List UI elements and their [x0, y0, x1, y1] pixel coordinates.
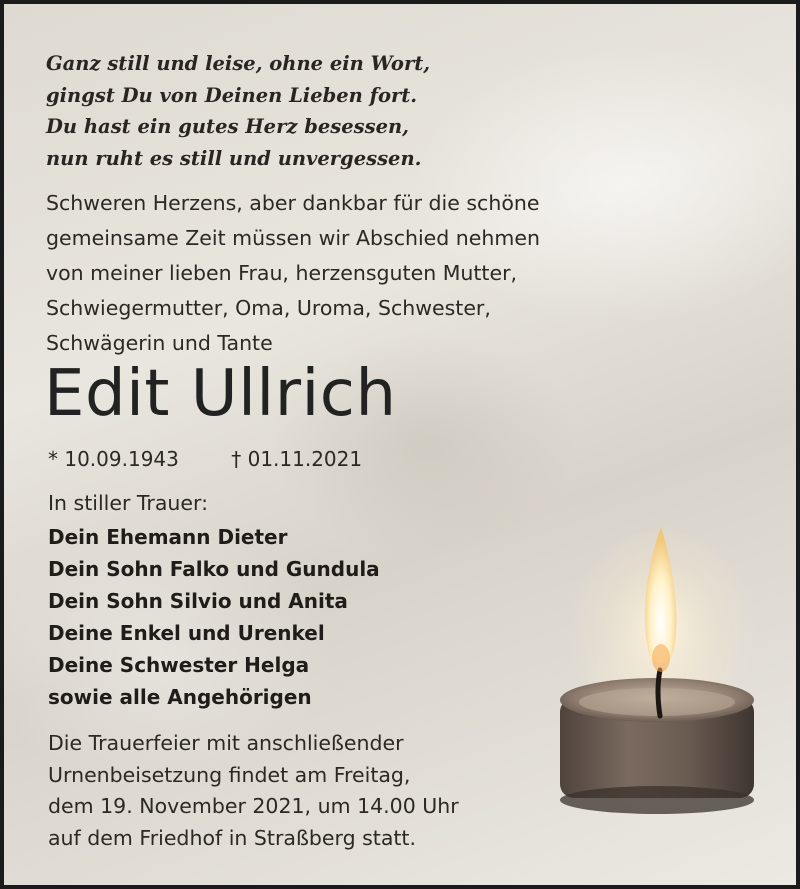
- poem-line: Ganz still und leise, ohne ein Wort,: [46, 52, 431, 75]
- deceased-name: Edit Ullrich: [44, 357, 397, 431]
- funeral-line: auf dem Friedhof in Straßberg statt.: [48, 825, 416, 850]
- mourning-label: In stiller Trauer:: [48, 491, 208, 515]
- intro-line: Schwägerin und Tante: [46, 331, 273, 355]
- funeral-line: dem 19. November 2021, um 14.00 Uhr: [48, 794, 459, 818]
- mourner-item: Dein Ehemann Dieter: [48, 525, 288, 549]
- mourners-list: [48, 521, 380, 713]
- intro-line: Schwiegermutter, Oma, Uroma, Schwester,: [46, 296, 491, 320]
- birth-date: * 10.09.1943: [48, 447, 179, 471]
- funeral-info: [48, 728, 459, 854]
- funeral-line: Urnenbeisetzung findet am Freitag,: [48, 762, 411, 787]
- poem-line: Du hast ein gutes Herz besessen,: [46, 115, 409, 138]
- mourner-item: Dein Sohn Falko und Gundula: [48, 557, 380, 581]
- intro-line: gemeinsame Zeit müssen wir Abschied nehmen: [46, 226, 540, 250]
- intro-text: [46, 186, 540, 361]
- mourner-item: Deine Schwester Helga: [48, 653, 310, 677]
- poem-line: nun ruht es still und unvergessen.: [46, 146, 422, 170]
- life-dates: [48, 444, 362, 474]
- mourner-item: sowie alle Angehörigen: [48, 685, 312, 709]
- mourner-item: Deine Enkel und Urenkel: [48, 621, 325, 645]
- death-date: † 01.11.2021: [231, 447, 363, 471]
- candle-icon: [552, 520, 762, 820]
- poem-line: gingst Du von Deinen Lieben fort.: [46, 83, 418, 107]
- intro-line: Schweren Herzens, aber dankbar für die schöne: [46, 191, 540, 215]
- poem: [46, 48, 430, 174]
- intro-line: von meiner lieben Frau, herzensguten Mutter,: [46, 261, 518, 285]
- mourner-item: Dein Sohn Silvio und Anita: [48, 589, 348, 613]
- funeral-line: Die Trauerfeier mit anschließender: [48, 731, 404, 755]
